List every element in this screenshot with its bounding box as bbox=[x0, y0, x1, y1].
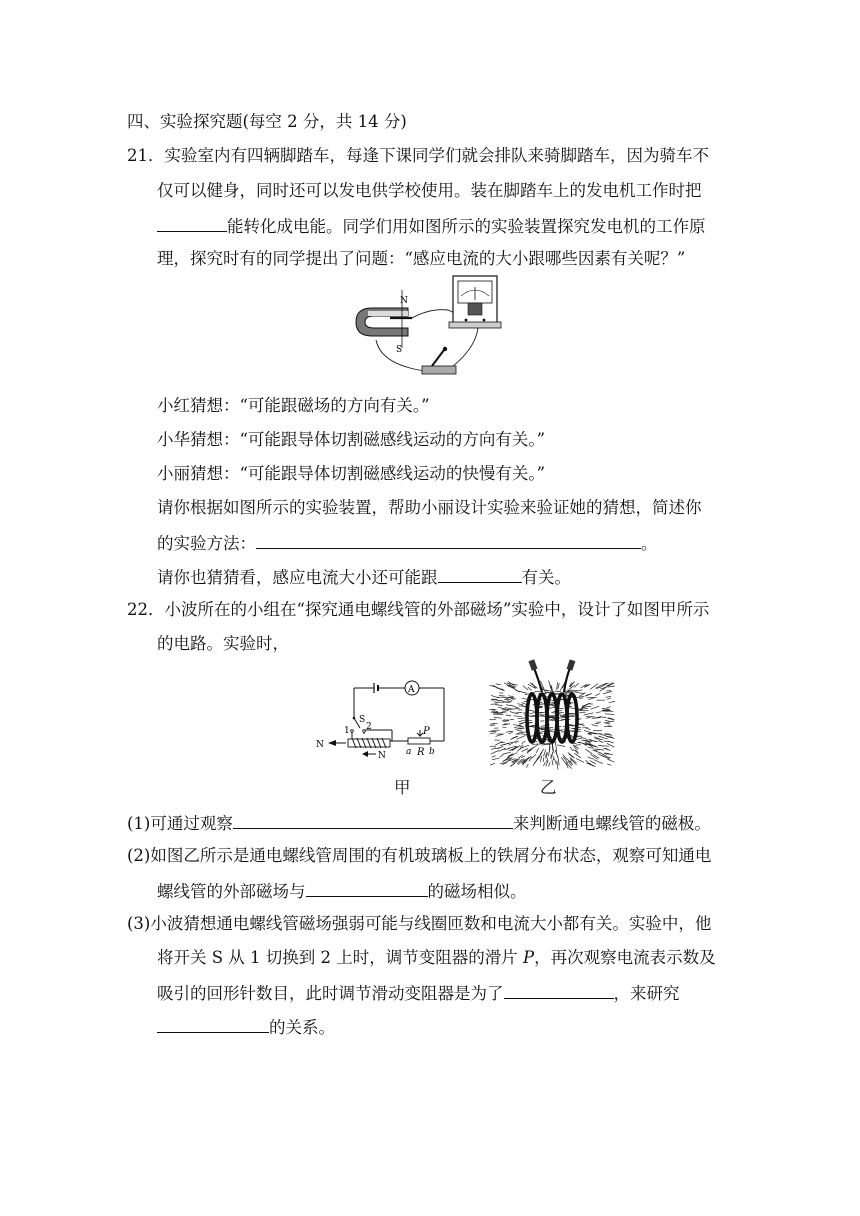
q21-ask-line-2: 的实验方法： 。 bbox=[157, 534, 658, 553]
switch-label: S bbox=[359, 715, 366, 725]
knife-switch bbox=[422, 347, 456, 374]
q21-answer-blank-method[interactable] bbox=[256, 532, 641, 549]
q22-answer-blank-observe[interactable] bbox=[233, 812, 513, 829]
generator-experiment-figure bbox=[350, 270, 510, 385]
slider-p-label: P bbox=[423, 726, 430, 737]
q21-answer-blank-factor[interactable] bbox=[438, 566, 522, 583]
q21-guess-red: 小红猜想：“可能跟磁场的方向有关。” bbox=[157, 396, 430, 415]
figure-yi-caption: 乙 bbox=[540, 778, 557, 797]
q21-ask-line-3: 请你也猜猜看，感应电流大小还可能跟 有关。 bbox=[157, 568, 571, 587]
end-b-label: b bbox=[429, 747, 435, 757]
needle-n-bottom: N bbox=[378, 751, 386, 760]
q21-guess-li: 小丽猜想：“可能跟导体切割磁感线运动的快慢有关。” bbox=[157, 464, 546, 483]
iron-filings-figure-yi bbox=[488, 658, 616, 770]
q21-number: 21． bbox=[127, 146, 165, 165]
q22-answer-blank-field[interactable] bbox=[306, 880, 428, 897]
q22-answer-blank-relation[interactable] bbox=[157, 1016, 269, 1033]
section-heading: 四、实验探究题(每空 2 分，共 14 分) bbox=[127, 112, 407, 131]
q22-part-1: (1)可通过观察 来判断通电螺线管的磁极。 bbox=[127, 814, 711, 833]
circuit-diagram-jia bbox=[312, 678, 452, 760]
q22-part-3-line-1: (3)小波猜想通电螺线管磁场强弱可能与线圈匝数和电流大小都有关。实验中，他 bbox=[127, 914, 712, 933]
q21-answer-blank-energy[interactable] bbox=[157, 215, 227, 232]
end-a-label: a bbox=[406, 747, 412, 757]
resistor-r-label: R bbox=[417, 747, 425, 758]
figure-jia-caption: 甲 bbox=[394, 778, 411, 797]
q22-line-2: 的电路。实验时， bbox=[157, 634, 289, 653]
q21-line-1: 21．实验室内有四辆脚踏车，每逢下课同学们就会排队来骑脚踏车，因为骑车不 bbox=[127, 146, 709, 165]
ammeter-label: A bbox=[408, 685, 415, 695]
q22-part-2-line-2: 螺线管的外部磁场与 的磁场相似。 bbox=[157, 882, 527, 901]
q22-part-3-line-3: 吸引的回形针数目，此时调节滑动变阻器是为了 ，来研究 bbox=[157, 984, 680, 1003]
q22-part-3-line-4: 的关系。 bbox=[157, 1016, 335, 1038]
magnet-n-label: N bbox=[400, 296, 408, 306]
q22-line-1: 22．小波所在的小组在“探究通电螺线管的外部磁场”实验中，设计了如图甲所示 bbox=[127, 600, 710, 619]
solenoid-coil bbox=[348, 738, 392, 748]
q21-ask-line-1: 请你根据如图所示的实验装置，帮助小丽设计实验来验证她的猜想，简述你 bbox=[157, 498, 702, 517]
q21-line-3: 能转化成电能。同学们用如图所示的实验装置探究发电机的工作原 bbox=[157, 215, 706, 237]
q22-part-2-line-1: (2)如图乙所示是通电螺线管周围的有机玻璃板上的铁屑分布状态，观察可知通电 bbox=[127, 846, 712, 865]
galvanometer bbox=[449, 276, 501, 328]
q22-answer-blank-purpose[interactable] bbox=[504, 982, 614, 999]
q21-line-4: 理，探究时有的同学提出了问题：“感应电流的大小跟哪些因素有关呢？” bbox=[157, 249, 686, 268]
needle-n-left: N bbox=[316, 740, 324, 750]
q22-part-3-line-2: 将开关 S 从 1 切换到 2 上时，调节变阻器的滑片 P，再次观察电流表示数及 bbox=[157, 948, 716, 967]
switch-pos-1: 1 bbox=[344, 726, 350, 736]
q22-number: 22． bbox=[127, 600, 165, 619]
q21-guess-hua: 小华猜想：“可能跟导体切割磁感线运动的方向有关。” bbox=[157, 430, 546, 449]
magnet-s-label: S bbox=[396, 345, 403, 355]
q21-line-2: 仅可以健身，同时还可以发电供学校使用。装在脚踏车上的发电机工作时把 bbox=[157, 181, 702, 200]
u-magnet bbox=[356, 308, 408, 336]
switch-pos-2: 2 bbox=[366, 722, 372, 732]
